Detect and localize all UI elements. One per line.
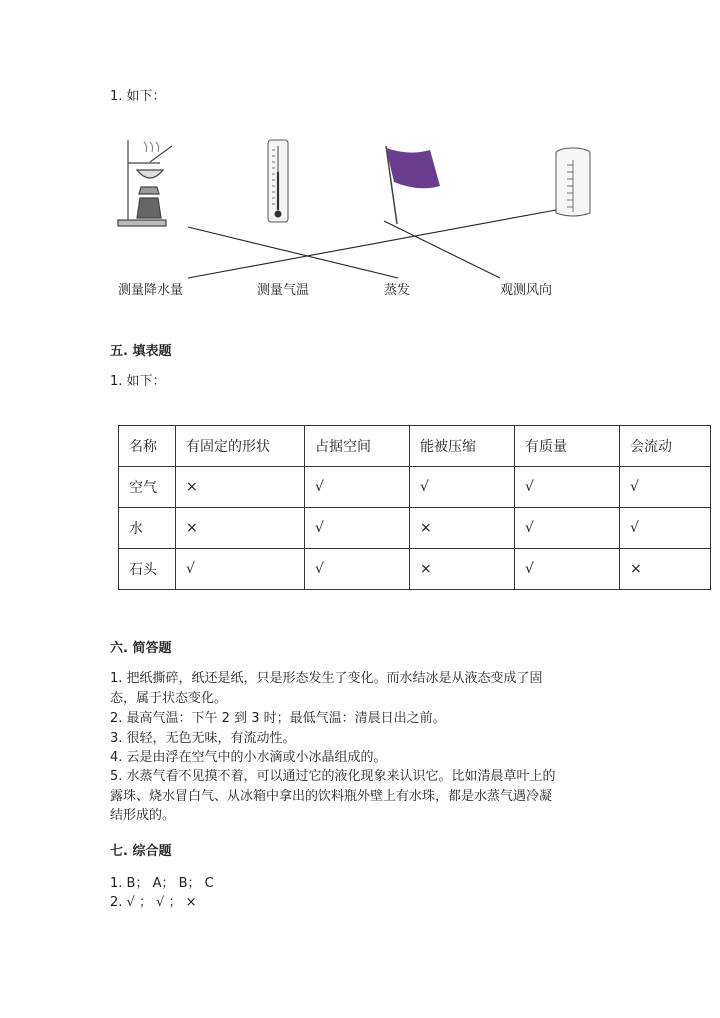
table-cell: √ [515,467,620,508]
evaporation-apparatus-image [118,140,172,226]
table-header-cell: 有固定的形状 [176,426,305,467]
match-line-evaporation [188,227,398,278]
table-cell: √ [410,467,515,508]
table-header-cell: 占据空间 [305,426,410,467]
table-row [119,467,711,508]
table-row [119,549,711,590]
answer-line: 1. B； A； B； C [110,876,214,891]
table-cell: √ [515,508,620,549]
table-cell: × [176,508,305,549]
table-cell-name: 石头 [119,549,176,590]
table-cell: × [410,549,515,590]
table-header-cell: 有质量 [515,426,620,467]
label-measure-temperature: 测量气温 [257,283,310,298]
answer-line: 2. √ ； √ ； × [110,895,197,910]
answer-4-1: 1. 如下： [110,89,166,104]
table-header-cell: 能被压缩 [410,426,515,467]
thermometer-image [268,140,288,222]
properties-table [118,425,711,590]
table-cell: √ [620,467,711,508]
match-line-wind [384,221,500,278]
answer-line: 4. 云是由浮在空气中的小水滴或小冰晶组成的。 [110,750,387,765]
answer-5-1: 1. 如下： [110,374,166,389]
table-cell: √ [305,549,410,590]
answer-line: 1. 把纸撕碎，纸还是纸，只是形态发生了变化。而水结冰是从液态变成了固 [110,671,543,686]
table-cell-name: 空气 [119,467,176,508]
section-7-heading: 七. 综合题 [110,844,172,859]
table-cell-name: 水 [119,508,176,549]
matching-lines [188,210,556,278]
answer-line: 态，属于状态变化。 [110,691,228,706]
table-cell: √ [515,549,620,590]
table-cell: √ [620,508,711,549]
table-header-cell: 会流动 [620,426,711,467]
section-6-heading: 六. 简答题 [110,641,172,656]
label-measure-rainfall: 测量降水量 [118,283,184,298]
table-cell: √ [176,549,305,590]
table-cell: × [176,467,305,508]
table-row [119,508,711,549]
table-header-row [119,426,711,467]
answer-line: 5. 水蒸气看不见摸不着，可以通过它的液化现象来认识它。比如清晨草叶上的 [110,769,556,784]
answer-line: 3. 很轻，无色无味，有流动性。 [110,731,296,746]
label-evaporation: 蒸发 [384,283,411,298]
section-5-heading: 五. 填表题 [110,344,172,359]
answer-line: 结形成的。 [110,808,176,823]
matching-diagram [0,0,720,320]
match-line-rainfall [188,210,556,278]
table-cell: √ [305,508,410,549]
table-cell: × [620,549,711,590]
answer-line: 露珠、烧水冒白气、从冰箱中拿出的饮料瓶外壁上有水珠，都是水蒸气遇冷凝 [110,789,553,804]
label-observe-wind: 观测风向 [500,283,553,298]
answer-line: 2. 最高气温：下午 2 到 3 时；最低气温：清晨日出之前。 [110,711,446,726]
table-cell: × [410,508,515,549]
rain-gauge-image [556,148,590,216]
table-header-cell: 名称 [119,426,176,467]
wind-flag-image [386,146,440,224]
table-cell: √ [305,467,410,508]
